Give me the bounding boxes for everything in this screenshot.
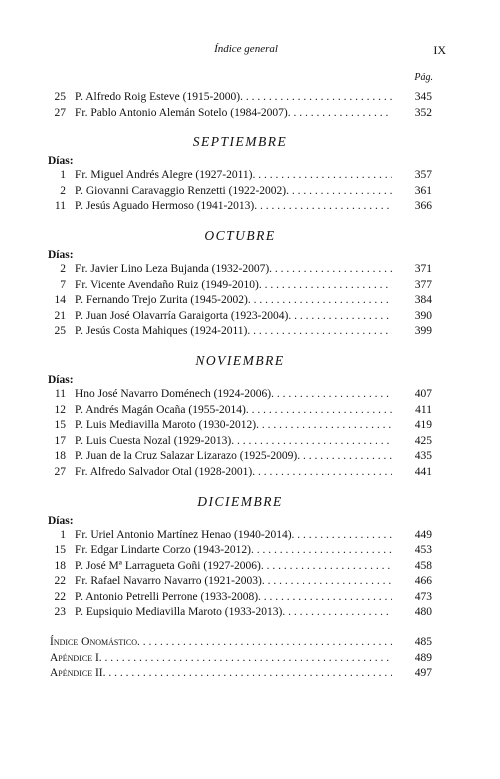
entry-page: 489	[414, 651, 432, 664]
toc-entry	[48, 434, 432, 450]
entry-name: Fr. Pablo Antonio Alemán Sotelo (1984-2007) . . .	[75, 106, 392, 122]
entry-day: 27	[54, 465, 66, 478]
entry-page: 425	[414, 434, 432, 447]
entry-day: 15	[54, 544, 66, 557]
entry-name: Fr. Uriel Antonio Martínez Henao (1940-2014) . . .	[75, 528, 392, 544]
toc-entry	[48, 106, 432, 122]
entry-day: 25	[54, 91, 66, 103]
appendix-name: Apéndice II . . .	[50, 666, 392, 682]
entry-name: P. Jesús Aguado Hermoso (1941-2013) . . .	[75, 199, 392, 215]
entry-page: 419	[414, 419, 432, 432]
entry-name: P. Jesús Costa Mahiques (1924-2011) . . .	[75, 324, 392, 340]
entry-name: P. Eupsiquio Mediavilla Maroto (1933-2013) . . .	[75, 605, 392, 621]
month-heading: SEPTIEMBRE	[192, 134, 288, 150]
month-heading: OCTUBRE	[204, 227, 276, 243]
entry-name: P. Giovanni Caravaggio Renzetti (1922-2002) . . .	[75, 184, 392, 200]
month-heading: NOVIEMBRE	[195, 352, 285, 368]
entry-page: 384	[414, 294, 432, 307]
entry-day: 17	[54, 434, 66, 447]
appendix-name: Apéndice I . . .	[50, 651, 392, 667]
entry-name: P. Alfredo Roig Esteve (1915-2000) . . .	[75, 90, 392, 106]
entry-name: P. Andrés Magán Ocaña (1955-2014) . . .	[75, 403, 392, 419]
month-heading: DICIEMBRE	[197, 493, 283, 509]
page-column-label: Pág.	[414, 72, 433, 83]
toc-entry	[48, 309, 432, 325]
entry-page: 411	[415, 403, 432, 416]
appendix-name: Índice Onomástico . . .	[50, 635, 392, 651]
entry-page: 473	[414, 590, 432, 603]
entry-day: 12	[54, 403, 66, 416]
toc-entry	[48, 418, 432, 434]
toc-entry	[48, 184, 432, 200]
toc-entry	[48, 168, 432, 184]
entry-day: 7	[60, 278, 66, 291]
entry-page: 399	[414, 325, 432, 338]
entry-day: 25	[54, 325, 66, 338]
toc-entry	[48, 559, 432, 575]
entry-day: 11	[54, 387, 66, 400]
entry-page: 458	[414, 559, 432, 572]
toc-entry	[48, 449, 432, 465]
entry-day: 18	[54, 450, 66, 463]
toc-entry	[48, 574, 432, 590]
running-title: Índice general	[214, 43, 278, 55]
entry-page: 377	[414, 278, 432, 291]
entry-page: 366	[414, 200, 432, 213]
toc-entry	[48, 403, 432, 419]
entry-page: 485	[414, 636, 432, 649]
entry-name: Hno José Navarro Doménech (1924-2006) . . .	[75, 387, 392, 403]
entry-name: P. Fernando Trejo Zurita (1945-2002) . . .	[75, 293, 392, 309]
toc-entry	[48, 293, 432, 309]
entry-day: 1	[60, 528, 66, 541]
entry-page: 407	[414, 387, 432, 400]
entry-page: 449	[414, 528, 432, 541]
appendix-entry	[48, 651, 432, 667]
entry-day: 22	[54, 590, 66, 603]
days-label: Días:	[48, 514, 74, 527]
toc-entry	[48, 90, 432, 106]
table-of-contents	[48, 90, 432, 682]
days-label: Días:	[48, 373, 74, 386]
toc-entry	[48, 324, 432, 340]
entry-page: 497	[414, 667, 432, 680]
entry-page: 390	[414, 309, 432, 322]
entry-day: 15	[54, 419, 66, 432]
appendix-entry	[48, 635, 432, 651]
entry-name: P. Antonio Petrelli Perrone (1933-2008) . . .	[75, 590, 392, 606]
entry-page: 361	[414, 184, 432, 197]
entry-day: 22	[54, 575, 66, 588]
entry-name: P. Juan de la Cruz Salazar Lizarazo (1925-2009) . . .	[75, 449, 392, 465]
entry-day: 11	[54, 200, 66, 213]
entry-name: Fr. Rafael Navarro Navarro (1921-2003) . . .	[75, 574, 392, 590]
entry-day: 1	[60, 169, 66, 182]
toc-entry	[48, 528, 432, 544]
entry-day: 2	[60, 184, 66, 197]
entry-name: Fr. Javier Lino Leza Bujanda (1932-2007) . . .	[75, 262, 392, 278]
page-number: IX	[433, 43, 446, 57]
entry-day: 2	[60, 262, 66, 275]
entry-page: 357	[414, 169, 432, 182]
running-head	[46, 43, 446, 59]
entry-page: 371	[414, 262, 432, 275]
entry-day: 18	[54, 559, 66, 572]
entry-page: 345	[414, 91, 432, 103]
days-label: Días:	[48, 155, 74, 168]
toc-entry	[48, 199, 432, 215]
entry-day: 14	[54, 294, 66, 307]
entry-page: 352	[414, 106, 432, 119]
entry-name: Fr. Alfredo Salvador Otal (1928-2001) . . .	[75, 465, 392, 481]
toc-entry	[48, 590, 432, 606]
entry-name: P. José Mª Larragueta Goñi (1927-2006) . . .	[75, 559, 392, 575]
toc-entry	[48, 387, 432, 403]
toc-entry	[48, 543, 432, 559]
entry-name: Fr. Miguel Andrés Alegre (1927-2011) . . .	[75, 168, 392, 184]
entry-day: 21	[54, 309, 66, 322]
entry-page: 480	[414, 606, 432, 619]
entry-name: P. Juan José Olavarría Garaigorta (1923-2004) . . .	[75, 309, 392, 325]
days-label: Días:	[48, 248, 74, 261]
entry-name: Fr. Vicente Avendaño Ruiz (1949-2010) . . .	[75, 278, 392, 294]
entry-name: P. Luis Cuesta Nozal (1929-2013) . . .	[75, 434, 392, 450]
toc-entry	[48, 465, 432, 481]
appendix-entry	[48, 666, 432, 682]
entry-name: P. Luis Mediavilla Maroto (1930-2012) . . .	[75, 418, 392, 434]
appendix-list	[48, 635, 432, 682]
entry-page: 466	[414, 575, 432, 588]
entry-name: Fr. Edgar Lindarte Corzo (1943-2012) . . .	[75, 543, 392, 559]
entry-day: 27	[54, 106, 66, 119]
toc-entry	[48, 278, 432, 294]
entry-page: 435	[414, 450, 432, 463]
entry-page: 441	[414, 465, 432, 478]
entry-page: 453	[414, 544, 432, 557]
toc-entry	[48, 262, 432, 278]
entry-day: 23	[54, 606, 66, 619]
toc-entry	[48, 605, 432, 621]
